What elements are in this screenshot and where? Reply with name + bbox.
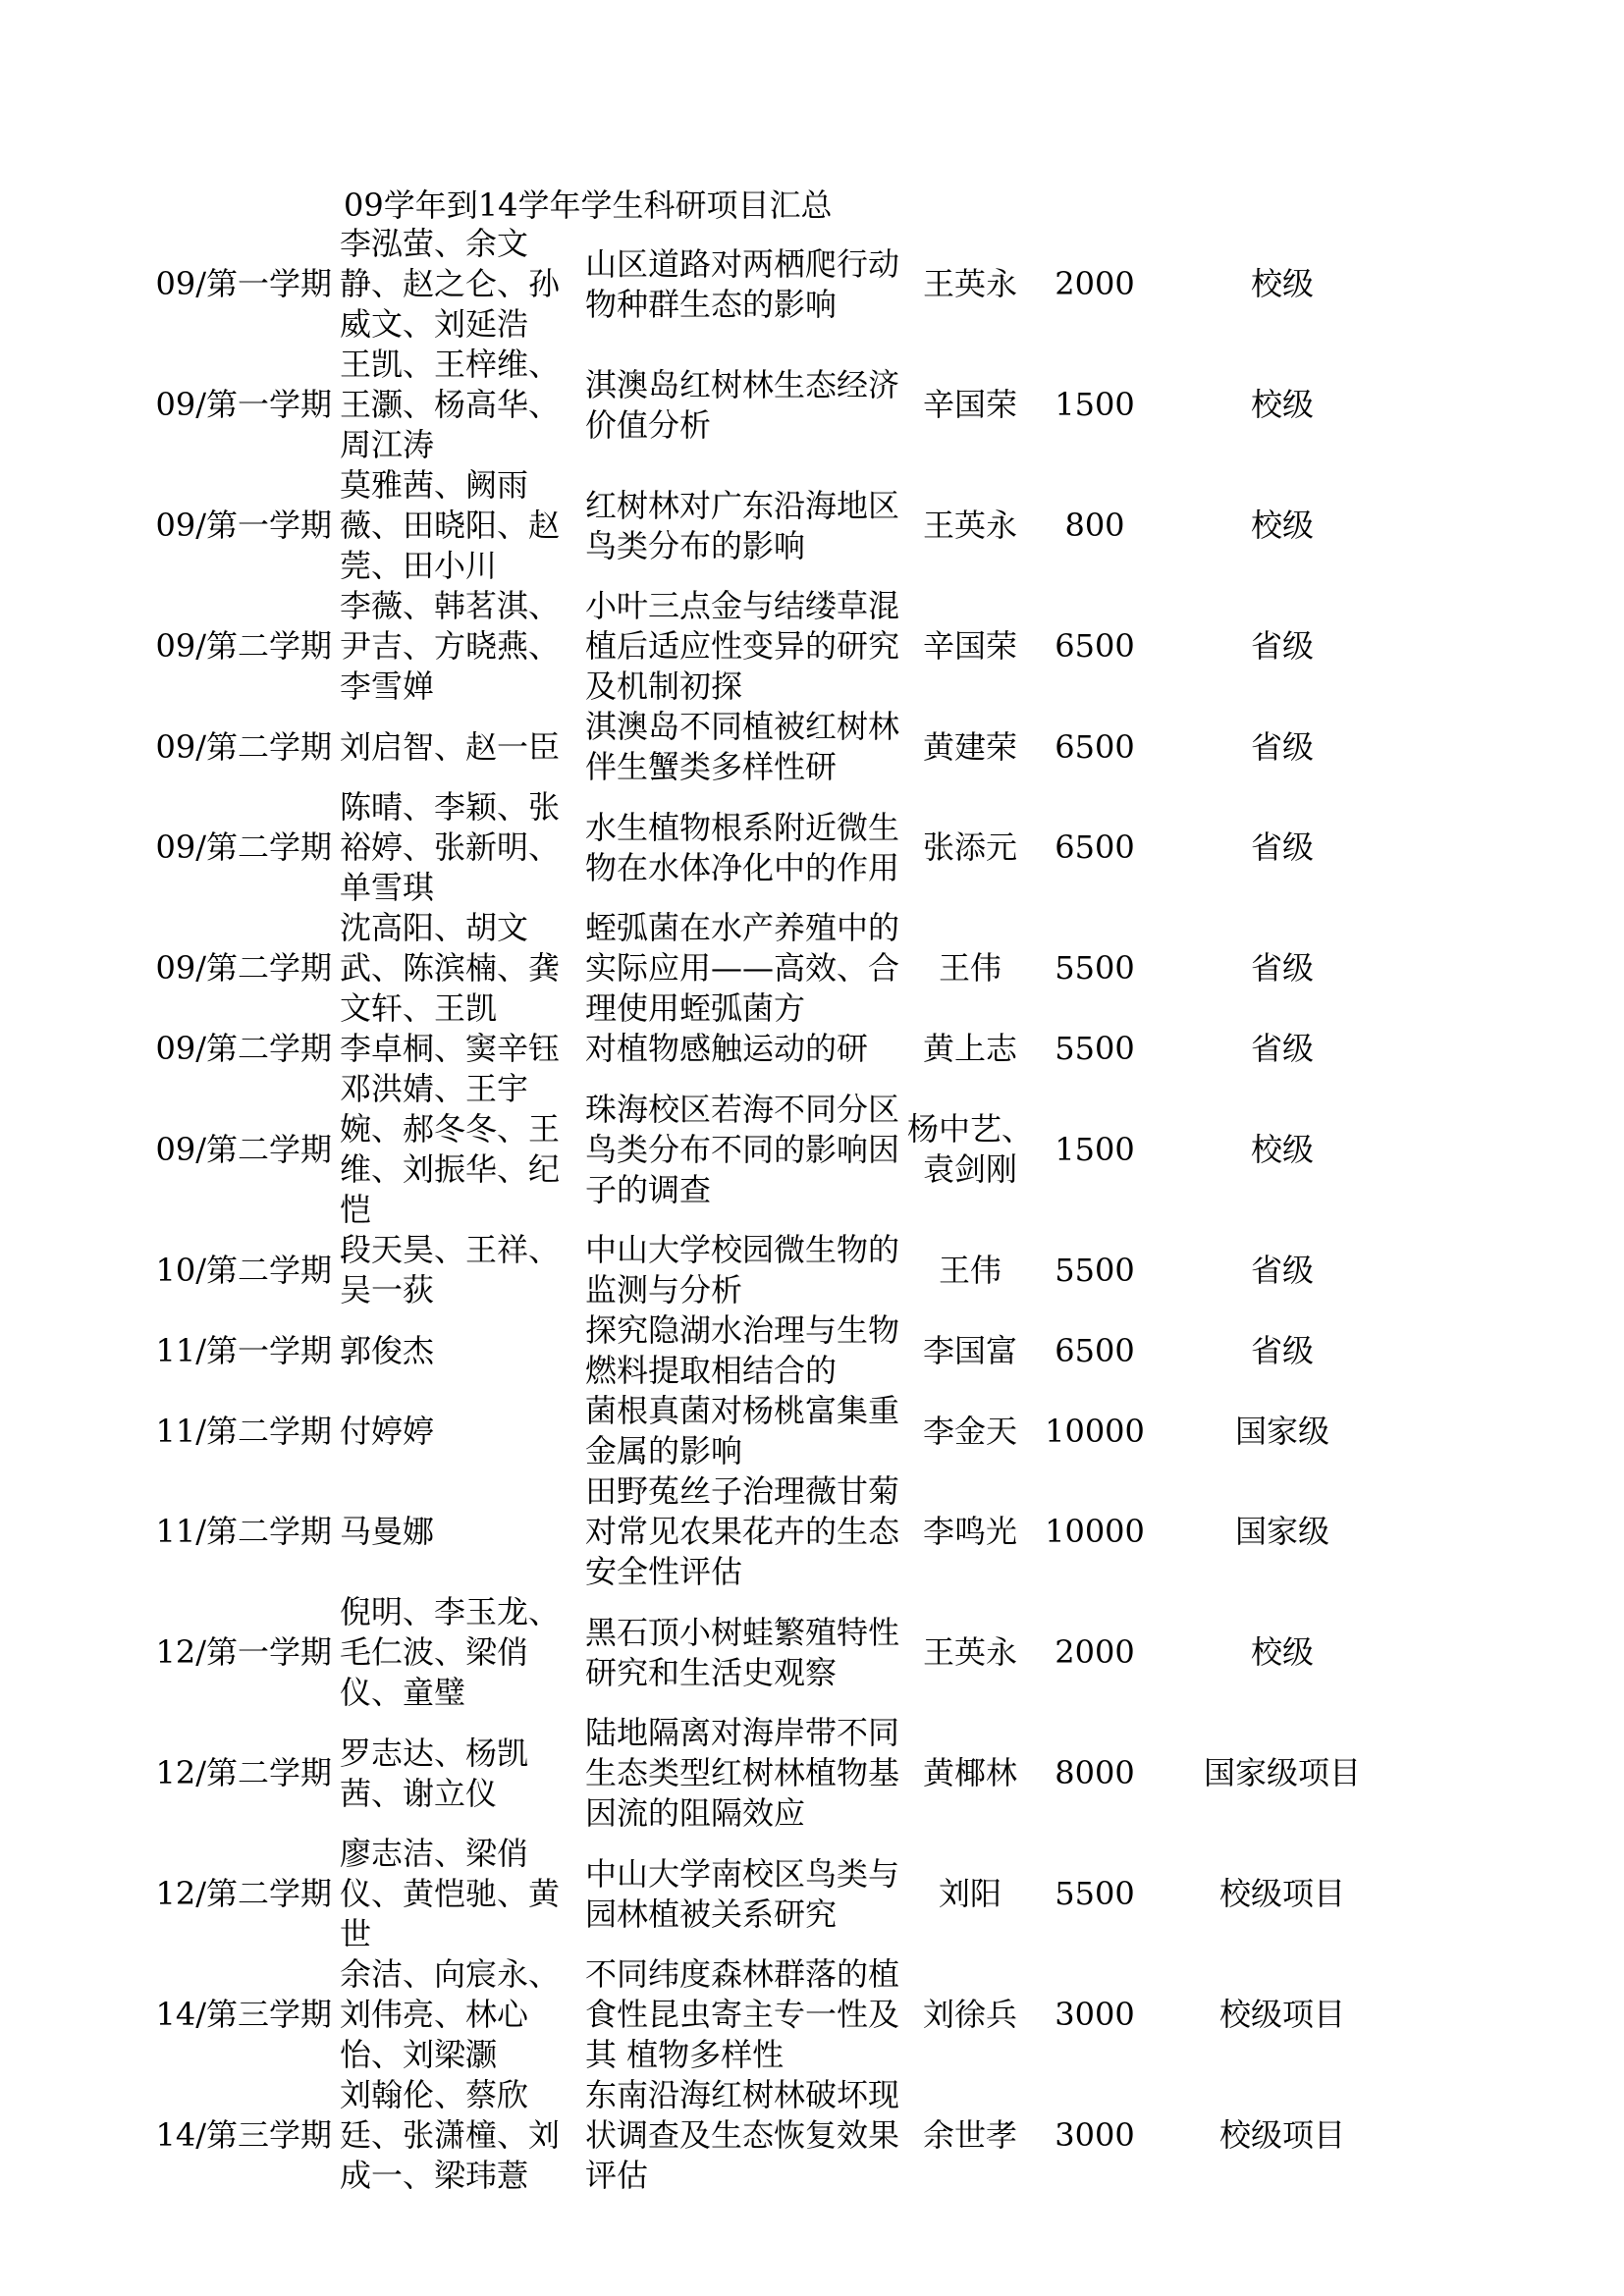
members-cell: 李泓萤、余文静、赵之仑、孙威文、刘延浩 <box>340 225 561 343</box>
members-cell: 刘启智、赵一臣 <box>340 727 561 766</box>
table-row <box>137 787 1414 908</box>
tutor-cell: 王伟 <box>938 1251 1001 1289</box>
members-cell: 沈高阳、胡文武、陈滨楠、龚文轩、王凯 <box>340 909 561 1027</box>
table-row <box>137 586 1414 707</box>
funding-cell: 6500 <box>1055 727 1135 766</box>
funding-cell: 8000 <box>1055 1754 1135 1791</box>
project-cell: 山区道路对两栖爬行动物种群生态的影响 <box>585 244 900 323</box>
project-cell: 淇澳岛不同植被红树林伴生蟹类多样性研 <box>585 708 900 785</box>
project-cell: 珠海校区若海不同分区鸟类分布不同的影响因子的调查 <box>585 1090 900 1208</box>
members-cell: 廖志洁、梁俏仪、黄恺驰、黄世 <box>340 1835 561 1952</box>
term-cell: 12/第一学期 <box>155 1633 332 1671</box>
table-row <box>137 224 1414 345</box>
funding-cell: 1500 <box>1055 386 1135 423</box>
project-cell: 探究隐湖水治理与生物燃料提取相结合的 <box>585 1311 900 1389</box>
level-cell: 校级 <box>1250 386 1314 423</box>
table-row <box>137 2075 1414 2196</box>
members-cell: 刘翰伦、蔡欣廷、张潇橦、刘成一、梁玮薏 <box>340 2076 561 2194</box>
project-table <box>137 224 1414 2196</box>
project-cell: 黑石顶小树蛙繁殖特性研究和生活史观察 <box>585 1613 900 1691</box>
tutor-cell: 王英永 <box>922 1633 1017 1671</box>
level-cell: 省级 <box>1250 949 1314 987</box>
project-cell: 田野菟丝子治理薇甘菊对常见农果花卉的生态安全性评估 <box>585 1472 900 1590</box>
term-cell: 09/第二学期 <box>155 828 332 866</box>
term-cell: 09/第一学期 <box>155 507 332 544</box>
term-cell: 09/第二学期 <box>155 949 332 987</box>
level-cell: 校级项目 <box>1218 1996 1345 2033</box>
level-cell: 省级 <box>1250 1030 1314 1067</box>
funding-cell: 5500 <box>1055 1030 1135 1067</box>
members-cell: 郭俊杰 <box>340 1331 435 1369</box>
members-cell: 罗志达、杨凯茜、谢立仪 <box>340 1734 529 1812</box>
table-row <box>137 1954 1414 2075</box>
funding-cell: 800 <box>1064 507 1125 544</box>
level-cell: 省级 <box>1250 727 1314 766</box>
term-cell: 10/第二学期 <box>155 1251 332 1289</box>
project-cell: 中山大学校园微生物的监测与分析 <box>585 1231 900 1308</box>
term-cell: 14/第三学期 <box>155 2116 332 2154</box>
members-cell: 付婷婷 <box>340 1412 435 1450</box>
term-cell: 14/第三学期 <box>155 1996 332 2033</box>
level-cell: 校级 <box>1250 1130 1314 1168</box>
level-cell: 省级 <box>1250 1251 1314 1289</box>
level-cell: 省级 <box>1250 627 1314 665</box>
tutor-cell: 黄椰林 <box>922 1754 1017 1791</box>
document-title: 09学年到14学年学生科研项目汇总 <box>344 187 833 224</box>
level-cell: 国家级 <box>1234 1412 1329 1450</box>
members-cell: 李薇、韩茗淇、尹吉、方晓燕、李雪婵 <box>340 587 561 705</box>
members-cell: 余洁、向宸永、刘伟亮、林心怡、刘梁灏 <box>340 1955 561 2073</box>
members-cell: 李卓桐、窦辛钰 <box>340 1030 561 1067</box>
tutor-cell: 李鸣光 <box>922 1513 1017 1550</box>
level-cell: 省级 <box>1250 828 1314 866</box>
term-cell: 11/第二学期 <box>155 1513 332 1550</box>
funding-cell: 6500 <box>1055 828 1135 866</box>
table-row <box>137 1069 1414 1230</box>
table-row <box>137 345 1414 465</box>
table-row <box>137 1713 1414 1834</box>
funding-cell: 5500 <box>1055 949 1135 987</box>
funding-cell: 3000 <box>1055 1996 1135 2033</box>
table-row <box>137 1230 1414 1310</box>
level-cell: 校级项目 <box>1218 1875 1345 1912</box>
level-cell: 国家级项目 <box>1203 1754 1361 1791</box>
project-cell: 小叶三点金与结缕草混植后适应性变异的研究及机制初探 <box>585 587 900 705</box>
table-row <box>137 908 1414 1029</box>
members-cell: 王凯、王梓维、王灏、杨高华、周江涛 <box>340 346 561 463</box>
term-cell: 09/第一学期 <box>155 386 332 423</box>
level-cell: 校级 <box>1250 1633 1314 1671</box>
project-cell: 淇澳岛红树林生态经济价值分析 <box>585 365 900 444</box>
tutor-cell: 张添元 <box>922 828 1017 866</box>
members-cell: 倪明、李玉龙、毛仁波、梁俏仪、童璧 <box>340 1593 561 1711</box>
tutor-cell: 王英永 <box>922 265 1017 302</box>
funding-cell: 2000 <box>1055 1633 1135 1671</box>
members-cell: 陈晴、李颖、张裕婷、张新明、单雪琪 <box>340 788 561 906</box>
term-cell: 09/第二学期 <box>155 727 332 766</box>
funding-cell: 6500 <box>1055 1331 1135 1369</box>
term-cell: 12/第二学期 <box>155 1875 332 1912</box>
funding-cell: 10000 <box>1045 1412 1145 1450</box>
term-cell: 09/第二学期 <box>155 1130 332 1168</box>
term-cell: 09/第一学期 <box>155 265 332 302</box>
table-row <box>137 1310 1414 1391</box>
tutor-cell: 黄建荣 <box>922 727 1017 766</box>
tutor-cell: 李金天 <box>922 1412 1017 1450</box>
term-cell: 09/第二学期 <box>155 627 332 665</box>
project-cell: 菌根真菌对杨桃富集重金属的影响 <box>585 1392 900 1469</box>
term-cell: 12/第二学期 <box>155 1754 332 1791</box>
project-cell: 对植物感触运动的研 <box>585 1030 869 1067</box>
members-cell: 莫雅茜、阙雨薇、田晓阳、赵莞、田小川 <box>340 466 561 584</box>
table-row <box>137 707 1414 787</box>
tutor-cell: 王英永 <box>922 507 1017 544</box>
members-cell: 邓洪婧、王宇婉、郝冬冬、王维、刘振华、纪恺 <box>340 1070 561 1228</box>
project-cell: 陆地隔离对海岸带不同生态类型红树林植物基因流的阻隔效应 <box>585 1714 900 1832</box>
tutor-cell: 杨中艺、袁剑刚 <box>906 1110 1033 1188</box>
table-row <box>137 1029 1414 1069</box>
project-cell: 红树林对广东沿海地区鸟类分布的影响 <box>585 486 900 564</box>
table-row <box>137 1834 1414 1954</box>
level-cell: 校级项目 <box>1218 2116 1345 2154</box>
tutor-cell: 王伟 <box>938 949 1001 987</box>
term-cell: 11/第一学期 <box>155 1331 332 1369</box>
funding-cell: 5500 <box>1055 1875 1135 1912</box>
level-cell: 校级 <box>1250 507 1314 544</box>
members-cell: 马曼娜 <box>340 1513 435 1550</box>
tutor-cell: 辛国荣 <box>922 627 1017 665</box>
table-row <box>137 1592 1414 1713</box>
tutor-cell: 李国富 <box>922 1331 1017 1369</box>
level-cell: 国家级 <box>1234 1513 1329 1550</box>
term-cell: 09/第二学期 <box>155 1030 332 1067</box>
table-row <box>137 465 1414 586</box>
project-cell: 中山大学南校区鸟类与园林植被关系研究 <box>585 1854 900 1933</box>
table-row <box>137 1471 1414 1592</box>
table-row <box>137 1391 1414 1471</box>
funding-cell: 5500 <box>1055 1251 1135 1289</box>
funding-cell: 10000 <box>1045 1513 1145 1550</box>
level-cell: 省级 <box>1250 1331 1314 1369</box>
funding-cell: 6500 <box>1055 627 1135 665</box>
tutor-cell: 辛国荣 <box>922 386 1017 423</box>
tutor-cell: 刘徐兵 <box>922 1996 1017 2033</box>
tutor-cell: 刘阳 <box>938 1875 1001 1912</box>
funding-cell: 2000 <box>1055 265 1135 302</box>
project-table-body <box>137 224 1414 2196</box>
project-cell: 水生植物根系附近微生物在水体净化中的作用 <box>585 808 900 886</box>
project-cell: 东南沿海红树林破坏现状调查及生态恢复效果评估 <box>585 2076 900 2194</box>
level-cell: 校级 <box>1250 265 1314 302</box>
project-cell: 不同纬度森林群落的植食性昆虫寄主专一性及其 植物多样性 <box>585 1955 900 2073</box>
tutor-cell: 余世孝 <box>922 2116 1017 2154</box>
members-cell: 段天昊、王祥、吴一荻 <box>340 1231 561 1308</box>
tutor-cell: 黄上志 <box>922 1030 1017 1067</box>
funding-cell: 1500 <box>1055 1130 1135 1168</box>
funding-cell: 3000 <box>1055 2116 1135 2154</box>
project-cell: 蛭弧菌在水产养殖中的实际应用——高效、合理使用蛭弧菌方 <box>585 909 900 1027</box>
term-cell: 11/第二学期 <box>155 1412 332 1450</box>
